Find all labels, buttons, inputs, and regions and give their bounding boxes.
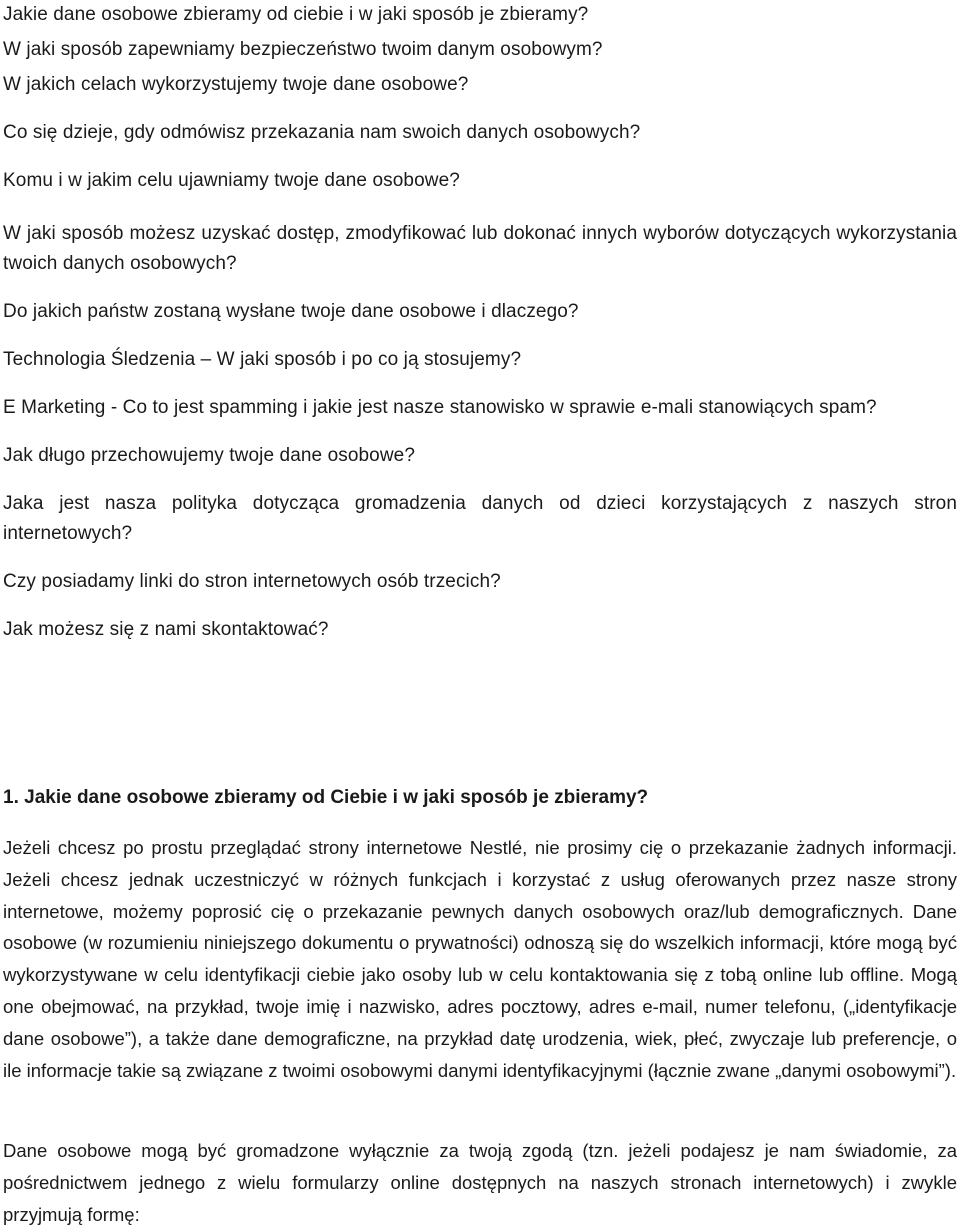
toc-item[interactable]: Do jakich państw zostaną wysłane twoje dane osobowe i dlaczego? bbox=[3, 301, 579, 322]
toc-item[interactable]: Jakie dane osobowe zbieramy od ciebie i w jaki sposób je zbieramy? bbox=[3, 4, 589, 25]
toc-item[interactable]: W jakich celach wykorzystujemy twoje dane osobowe? bbox=[3, 74, 469, 95]
toc-item[interactable]: Komu i w jakim celu ujawniamy twoje dane osobowe? bbox=[3, 170, 460, 191]
toc-item[interactable]: W jaki sposób zapewniamy bezpieczeństwo twoim danym osobowym? bbox=[3, 39, 603, 60]
section-paragraph: Jeżeli chcesz po prostu przeglądać strony internetowe Nestlé, nie prosimy cię o przekazanie żadnych informacji. Jeżeli chcesz jednak uczestniczyć w różnych funkcjach i korzystać z usług oferowanych przez nasze strony internetowe, możemy poprosić cię o przekazanie pewnych danych osobowych oraz/lub demograficznych. Dane osobowe (w rozumieniu niniejszego dokumentu o prywatności) odnoszą się do wszelkich informacji, które mogą być wykorzystywane w celu identyfikacji ciebie jako osoby lub w celu kontaktowania się z tobą online lub offline. Mogą one obejmować, na przykład, twoje imię i nazwisko, adres pocztowy, adres e-mail, numer telefonu, („identyfikacje dane osobowe”), a także dane demograficzne, na przykład datę urodzenia, wiek, płeć, zwyczaje lub preferencje, o ile informacje takie są związane z twoimi osobowymi danymi identyfikacyjnymi (łącznie zwane „danymi osobowymi”). bbox=[3, 837, 957, 1081]
toc-item[interactable]: Jak długo przechowujemy twoje dane osobowe? bbox=[3, 445, 415, 466]
section-paragraph: Dane osobowe mogą być gromadzone wyłącznie za twoją zgodą (tzn. jeżeli podajesz je nam świadomie, za pośrednictwem jednego z wielu formularzy online dostępnych na naszych stronach internetowych) i zwykle przyjmują formę: bbox=[3, 1140, 957, 1225]
toc-item[interactable]: W jaki sposób możesz uzyskać dostęp, zmodyfikować lub dokonać innych wyborów dotyczących wykorzystania twoich danych osobowych? bbox=[3, 223, 957, 274]
section-heading: 1. Jakie dane osobowe zbieramy od Ciebie i w jaki sposób je zbieramy? bbox=[3, 787, 649, 808]
toc-item[interactable]: Co się dzieje, gdy odmówisz przekazania nam swoich danych osobowych? bbox=[3, 122, 641, 143]
table-of-contents bbox=[3, 0, 957, 645]
toc-item[interactable]: Czy posiadamy linki do stron internetowych osób trzecich? bbox=[3, 571, 501, 592]
toc-item[interactable]: E Marketing - Co to jest spamming i jakie jest nasze stanowisko w sprawie e-mali stanowiących spam? bbox=[3, 397, 877, 418]
toc-item[interactable]: Technologia Śledzenia – W jaki sposób i po co ją stosujemy? bbox=[3, 349, 522, 370]
toc-item[interactable]: Jaka jest nasza polityka dotycząca gromadzenia danych od dzieci korzystających z naszych stron internetowych? bbox=[3, 493, 957, 544]
toc-item[interactable]: Jak możesz się z nami skontaktować? bbox=[3, 619, 329, 640]
